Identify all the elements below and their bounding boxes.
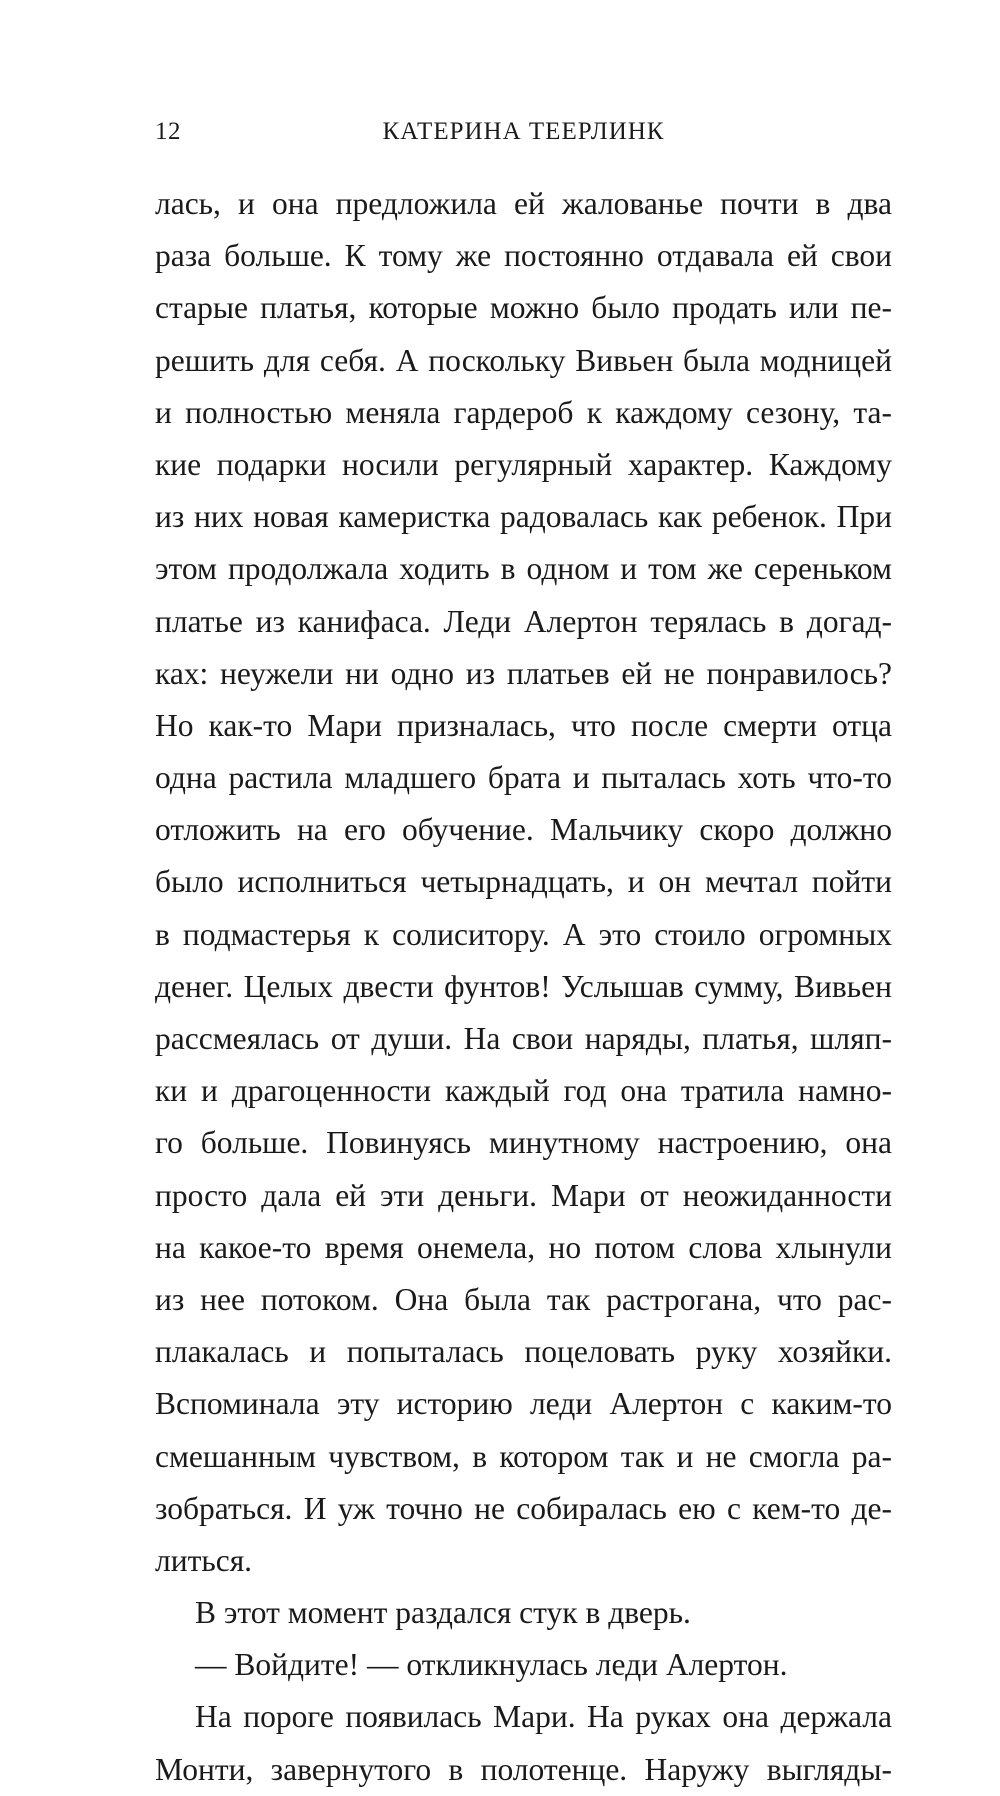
text-line: рассмеялась от души. На свои наряды, платья, шляп- (155, 1021, 892, 1056)
text-line: Но как-то Мари призналась, что после смерти отца (155, 707, 892, 743)
text-line: зобраться. И уж точно не собиралась ею с кем-то де- (155, 1490, 892, 1526)
text-line: из нее потоком. Она была так растрогана, что рас- (155, 1281, 892, 1317)
text-line: ки и драгоценности каждый год она тратила намно- (155, 1073, 892, 1109)
text-line: Вспоминала эту историю леди Алертон с каким-то (155, 1386, 892, 1422)
text-line: кие подарки носили регулярный характер. Каждому (155, 446, 892, 482)
text-line: отложить на его обучение. Мальчику скоро должно (155, 812, 892, 848)
text-line: литься. (155, 1542, 253, 1578)
text-line: было исполниться четырнадцать, и он мечтал пойти (155, 864, 892, 900)
text-line: плакалась и попыталась поцеловать руку хозяйки. (155, 1334, 892, 1370)
text-line: и полностью меняла гардероб к каждому сезону, та- (155, 394, 892, 430)
text-line: — Войдите! — откликнулась леди Алертон. (195, 1647, 788, 1683)
text-line: просто дала ей эти деньги. Мари от неожиданности (155, 1177, 892, 1213)
text-line: ках: неужели ни одно из платьев ей не понравилось? (155, 655, 892, 691)
page-number: 12 (155, 118, 181, 145)
text-line: из них новая камеристка радовалась как ребенок. При (155, 499, 892, 535)
text-line: го больше. Повинуясь минутному настроению, она (155, 1125, 892, 1161)
text-line: раза больше. К тому же постоянно отдавала ей свои (155, 238, 892, 274)
body-text (155, 178, 892, 1796)
text-line: одна растила младшего брата и пыталась хоть что-то (155, 760, 892, 796)
text-line: денег. Целых двести фунтов! Услышав сумму, Вивьен (155, 968, 892, 1004)
text-line: Монти, завернутого в полотенце. Наружу выгляды- (155, 1751, 892, 1787)
text-line: На пороге появилась Мари. На руках она держала (195, 1699, 892, 1735)
text-line: этом продолжала ходить в одном и том же сереньком (155, 551, 892, 587)
running-head-author: КАТЕРИНА ТЕЕРЛИНК (382, 118, 665, 145)
text-line: в подмастерья к солиситору. А это стоило огромных (155, 916, 892, 952)
text-line: старые платья, которые можно было продать или пе- (155, 290, 892, 326)
text-line: платье из канифаса. Леди Алертон терялась в догад- (155, 603, 892, 639)
text-line: решить для себя. А поскольку Вивьен была модницей (155, 342, 892, 378)
text-line: В этот момент раздался стук в дверь. (195, 1595, 691, 1631)
text-line: лась, и она предложила ей жалованье почти в два (155, 186, 892, 221)
running-head (155, 118, 892, 154)
text-line: смешанным чувством, в котором так и не смогла ра- (155, 1438, 892, 1474)
text-line: на какое-то время онемела, но потом слова хлынули (155, 1229, 892, 1265)
